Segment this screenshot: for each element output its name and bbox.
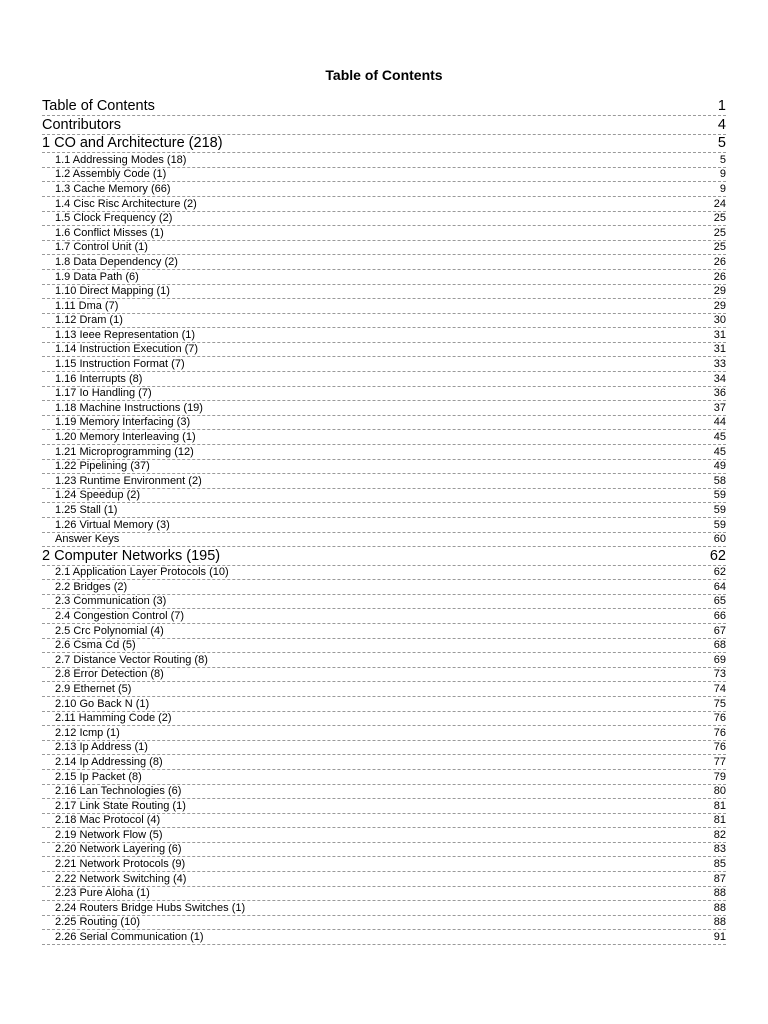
toc-entry-label: 2.15 Ip Packet (8): [55, 770, 142, 783]
toc-entry-page-number: 62: [709, 547, 726, 564]
toc-chapter-entry[interactable]: [42, 116, 726, 134]
toc-entry-page-number: 87: [713, 872, 726, 885]
toc-entry-page-number: 49: [713, 460, 726, 473]
toc-section-entry[interactable]: [42, 843, 726, 858]
toc-entry-page-number: 76: [713, 726, 726, 739]
toc-entry-label: 2.9 Ethernet (5): [55, 682, 132, 695]
toc-entry-page-number: 59: [713, 518, 726, 531]
toc-entry-page-number: 68: [713, 639, 726, 652]
toc-entry-page-number: 88: [713, 901, 726, 914]
toc-entry-label: 1.25 Stall (1): [55, 504, 118, 517]
toc-entry-label: 2.8 Error Detection (8): [55, 668, 164, 681]
toc-section-entry[interactable]: [42, 580, 726, 595]
toc-entry-page-number: 73: [713, 668, 726, 681]
toc-entry-label: 1.24 Speedup (2): [55, 489, 141, 502]
toc-entry-page-number: 88: [713, 916, 726, 929]
toc-entry-label: 2.2 Bridges (2): [55, 580, 128, 593]
toc-section-entry[interactable]: [42, 799, 726, 814]
toc-entry-label: 2.23 Pure Aloha (1): [55, 887, 150, 900]
toc-entry-label: 1.8 Data Dependency (2): [55, 255, 178, 268]
toc-entry-label: 1.3 Cache Memory (66): [55, 182, 171, 195]
toc-section-entry[interactable]: [42, 241, 726, 256]
toc-entry-label: 1.13 Ieee Representation (1): [55, 328, 196, 341]
toc-entry-page-number: 9: [719, 168, 726, 181]
toc-entry-label: 1 CO and Architecture (218): [42, 135, 223, 152]
toc-section-entry[interactable]: [42, 609, 726, 624]
toc-entry-label: Answer Keys: [55, 533, 120, 546]
toc-entry-page-number: 67: [713, 624, 726, 637]
toc-entry-label: Contributors: [42, 116, 121, 133]
toc-entry-label: 1.15 Instruction Format (7): [55, 358, 185, 371]
toc-entry-label: 2.22 Network Switching (4): [55, 872, 187, 885]
toc-entry-page-number: 88: [713, 887, 726, 900]
toc-entry-label: 1.9 Data Path (6): [55, 270, 139, 283]
toc-section-entry[interactable]: [42, 314, 726, 329]
toc-entry-label: 2.11 Hamming Code (2): [55, 712, 172, 725]
toc-section-entry[interactable]: [42, 653, 726, 668]
toc-section-entry[interactable]: [42, 828, 726, 843]
toc-entry-page-number: 25: [713, 241, 726, 254]
toc-section-entry[interactable]: [42, 697, 726, 712]
toc-entry-page-number: 9: [719, 182, 726, 195]
toc-entry-label: 2.16 Lan Technologies (6): [55, 785, 182, 798]
toc-section-entry[interactable]: [42, 328, 726, 343]
toc-entry-page-number: 30: [713, 314, 726, 327]
toc-entry-page-number: 91: [713, 931, 726, 944]
toc-entry-label: 1.2 Assembly Code (1): [55, 168, 167, 181]
toc-section-entry[interactable]: [42, 533, 726, 548]
toc-entry-page-number: 33: [713, 358, 726, 371]
toc-section-entry[interactable]: [42, 299, 726, 314]
toc-entry-label: 1.21 Microprogramming (12): [55, 445, 194, 458]
toc-section-entry[interactable]: [42, 401, 726, 416]
toc-entry-page-number: 62: [713, 566, 726, 579]
toc-entry-page-number: 5: [717, 135, 726, 152]
toc-section-entry[interactable]: [42, 857, 726, 872]
toc-section-entry[interactable]: [42, 197, 726, 212]
toc-section-entry[interactable]: [42, 887, 726, 902]
toc-section-entry[interactable]: [42, 624, 726, 639]
toc-entry-page-number: 76: [713, 712, 726, 725]
toc-entry-page-number: 85: [713, 858, 726, 871]
toc-section-entry[interactable]: [42, 343, 726, 358]
table-of-contents: [42, 98, 726, 945]
toc-section-entry[interactable]: [42, 741, 726, 756]
toc-entry-page-number: 64: [713, 580, 726, 593]
toc-section-entry[interactable]: [42, 212, 726, 227]
toc-entry-label: 1.4 Cisc Risc Architecture (2): [55, 197, 197, 210]
toc-section-entry[interactable]: [42, 357, 726, 372]
toc-section-entry[interactable]: [42, 755, 726, 770]
toc-entry-page-number: 76: [713, 741, 726, 754]
toc-section-entry[interactable]: [42, 489, 726, 504]
toc-section-entry[interactable]: [42, 460, 726, 475]
toc-section-entry[interactable]: [42, 226, 726, 241]
toc-entry-label: 2.1 Application Layer Protocols (10): [55, 566, 229, 579]
toc-section-entry[interactable]: [42, 445, 726, 460]
toc-section-entry[interactable]: [42, 372, 726, 387]
toc-section-entry[interactable]: [42, 916, 726, 931]
toc-section-entry[interactable]: [42, 182, 726, 197]
toc-entry-page-number: 25: [713, 226, 726, 239]
toc-section-entry[interactable]: [42, 387, 726, 402]
toc-entry-page-number: 26: [713, 270, 726, 283]
toc-entry-page-number: 74: [713, 682, 726, 695]
toc-entry-page-number: 58: [713, 474, 726, 487]
toc-entry-label: 2.10 Go Back N (1): [55, 697, 150, 710]
toc-entry-label: 1.14 Instruction Execution (7): [55, 343, 199, 356]
toc-section-entry[interactable]: [42, 726, 726, 741]
toc-entry-label: 2.24 Routers Bridge Hubs Switches (1): [55, 901, 246, 914]
toc-entry-page-number: 1: [717, 98, 726, 115]
toc-section-entry[interactable]: [42, 595, 726, 610]
toc-entry-page-number: 29: [713, 285, 726, 298]
toc-entry-page-number: 24: [713, 197, 726, 210]
toc-entry-page-number: 5: [719, 153, 726, 166]
toc-section-entry[interactable]: [42, 430, 726, 445]
toc-section-entry[interactable]: [42, 518, 726, 533]
toc-section-entry[interactable]: [42, 872, 726, 887]
toc-entry-page-number: 81: [713, 799, 726, 812]
toc-entry-page-number: 4: [717, 116, 726, 133]
toc-section-entry[interactable]: [42, 566, 726, 581]
toc-section-entry[interactable]: [42, 785, 726, 800]
toc-entry-label: 2.5 Crc Polynomial (4): [55, 624, 164, 637]
toc-entry-label: 2.19 Network Flow (5): [55, 828, 163, 841]
toc-section-entry[interactable]: [42, 503, 726, 518]
toc-entry-label: 2.4 Congestion Control (7): [55, 609, 185, 622]
toc-entry-page-number: 45: [713, 431, 726, 444]
toc-section-entry[interactable]: [42, 668, 726, 683]
toc-entry-label: 1.22 Pipelining (37): [55, 460, 150, 473]
toc-entry-label: 1.17 Io Handling (7): [55, 387, 152, 400]
toc-entry-label: 2.17 Link State Routing (1): [55, 799, 186, 812]
toc-entry-label: 1.10 Direct Mapping (1): [55, 285, 170, 298]
toc-entry-label: 2.18 Mac Protocol (4): [55, 814, 161, 827]
toc-section-entry[interactable]: [42, 153, 726, 168]
toc-entry-label: 2.6 Csma Cd (5): [55, 639, 136, 652]
toc-entry-label: 1.19 Memory Interfacing (3): [55, 416, 191, 429]
toc-entry-label: 1.26 Virtual Memory (3): [55, 518, 170, 531]
toc-entry-page-number: 59: [713, 489, 726, 502]
toc-entry-page-number: 83: [713, 843, 726, 856]
toc-entry-page-number: 81: [713, 814, 726, 827]
toc-chapter-entry[interactable]: [42, 135, 726, 153]
toc-section-entry[interactable]: [42, 416, 726, 431]
toc-entry-page-number: 26: [713, 255, 726, 268]
toc-entry-label: 1.23 Runtime Environment (2): [55, 474, 202, 487]
toc-entry-page-number: 44: [713, 416, 726, 429]
toc-entry-label: 1.6 Conflict Misses (1): [55, 226, 164, 239]
toc-entry-label: 1.20 Memory Interleaving (1): [55, 431, 196, 444]
toc-section-entry[interactable]: [42, 814, 726, 829]
toc-section-entry[interactable]: [42, 901, 726, 916]
toc-entry-page-number: 79: [713, 770, 726, 783]
toc-entry-page-number: 69: [713, 653, 726, 666]
toc-entry-label: 2.3 Communication (3): [55, 595, 167, 608]
toc-entry-page-number: 34: [713, 372, 726, 385]
toc-entry-page-number: 65: [713, 595, 726, 608]
toc-section-entry[interactable]: [42, 285, 726, 300]
toc-entry-label: 1.5 Clock Frequency (2): [55, 212, 173, 225]
toc-entry-page-number: 25: [713, 212, 726, 225]
toc-entry-label: 1.12 Dram (1): [55, 314, 123, 327]
toc-entry-label: 2.26 Serial Communication (1): [55, 931, 204, 944]
toc-entry-page-number: 60: [713, 533, 726, 546]
toc-chapter-entry[interactable]: [42, 98, 726, 116]
toc-entry-label: 1.11 Dma (7): [55, 299, 119, 312]
toc-entry-label: 1.16 Interrupts (8): [55, 372, 143, 385]
toc-section-entry[interactable]: [42, 682, 726, 697]
toc-entry-page-number: 31: [713, 343, 726, 356]
toc-entry-page-number: 80: [713, 785, 726, 798]
toc-section-entry[interactable]: [42, 770, 726, 785]
toc-section-entry[interactable]: [42, 712, 726, 727]
toc-section-entry[interactable]: [42, 930, 726, 945]
toc-entry-page-number: 59: [713, 504, 726, 517]
toc-section-entry[interactable]: [42, 168, 726, 183]
toc-chapter-entry[interactable]: [42, 547, 726, 565]
toc-entry-page-number: 45: [713, 445, 726, 458]
toc-entry-label: 2.21 Network Protocols (9): [55, 858, 186, 871]
toc-entry-label: 1.1 Addressing Modes (18): [55, 153, 187, 166]
toc-entry-page-number: 66: [713, 609, 726, 622]
toc-entry-page-number: 82: [713, 828, 726, 841]
toc-section-entry[interactable]: [42, 270, 726, 285]
toc-entry-label: 1.18 Machine Instructions (19): [55, 401, 203, 414]
toc-entry-page-number: 75: [713, 697, 726, 710]
toc-entry-label: 2.25 Routing (10): [55, 916, 140, 929]
toc-entry-label: Table of Contents: [42, 98, 155, 115]
toc-entry-page-number: 29: [713, 299, 726, 312]
toc-entry-page-number: 31: [713, 328, 726, 341]
toc-entry-label: 2.12 Icmp (1): [55, 726, 120, 739]
toc-entry-page-number: 37: [713, 401, 726, 414]
toc-entry-page-number: 77: [713, 755, 726, 768]
toc-entry-label: 1.7 Control Unit (1): [55, 241, 148, 254]
toc-entry-label: 2.13 Ip Address (1): [55, 741, 148, 754]
toc-entry-page-number: 36: [713, 387, 726, 400]
toc-section-entry[interactable]: [42, 639, 726, 654]
toc-section-entry[interactable]: [42, 474, 726, 489]
page-title: Table of Contents: [325, 67, 443, 83]
toc-entry-label: 2.20 Network Layering (6): [55, 843, 182, 856]
toc-entry-label: 2.14 Ip Addressing (8): [55, 755, 163, 768]
toc-entry-label: 2.7 Distance Vector Routing (8): [55, 653, 208, 666]
toc-entry-label: 2 Computer Networks (195): [42, 547, 221, 564]
toc-section-entry[interactable]: [42, 255, 726, 270]
